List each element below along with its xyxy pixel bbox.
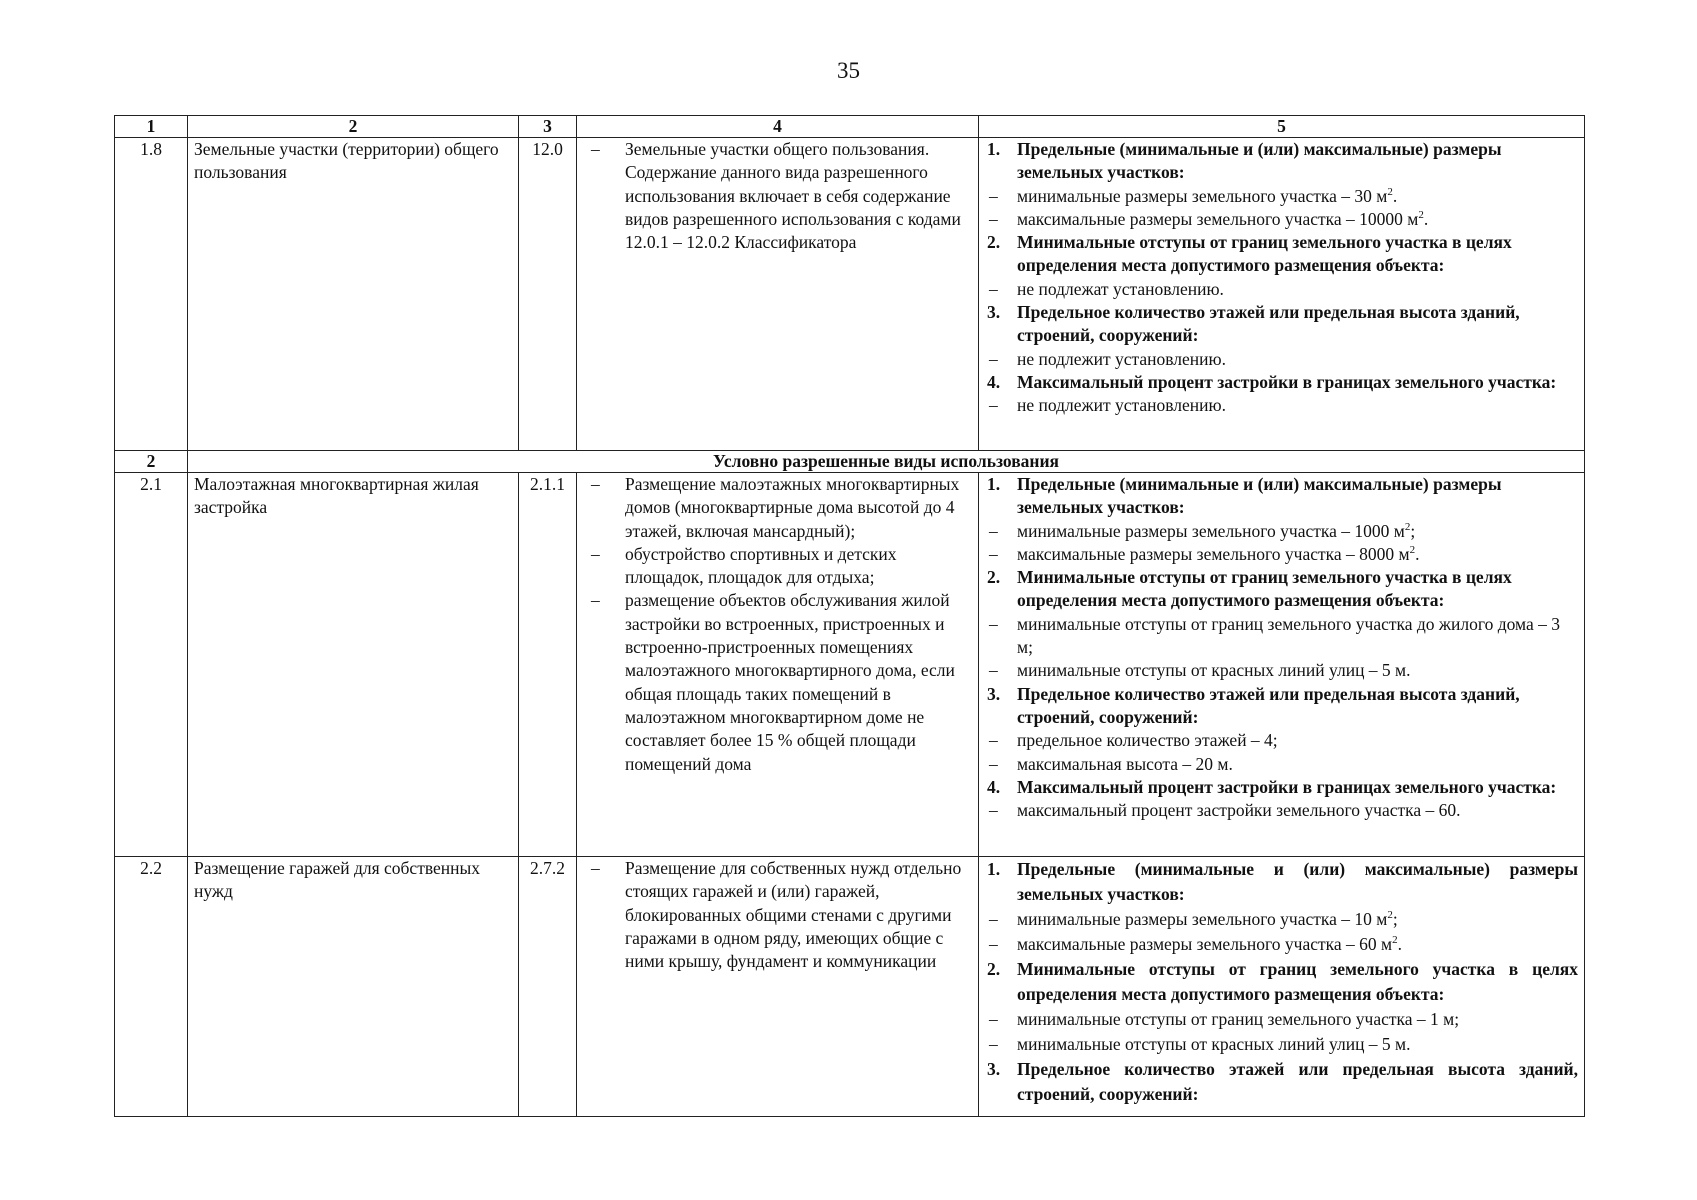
- requirement-item: – максимальные размеры земельного участка – 8000 $м^2$.: [985, 543, 1578, 566]
- requirement-heading: 2. Минимальные отступы от границ земельного участка в целях определения места допустимого размещения объекта:: [987, 567, 1512, 611]
- table-row: [115, 138, 1585, 451]
- requirement-item: – минимальные отступы от красных линий улиц – 5 м.: [985, 1032, 1578, 1057]
- requirement-heading: 1. Предельные (минимальные и (или) максимальные) размеры земельных участков:: [987, 859, 1578, 904]
- requirement-item: – не подлежит установлению.: [985, 348, 1578, 371]
- requirement-heading: 3. Предельное количество этажей или предельная высота зданий, строений, сооружений:: [987, 683, 1520, 727]
- description-item: – Земельные участки общего пользования. Содержание данного вида разрешенного использования включает в себя содержание видов разрешенного использования с кодами 12.0.1 – 12.0.2 Классификатора: [583, 138, 972, 254]
- requirement-item: – минимальные размеры земельного участка – 1000 $м^2$;: [985, 520, 1578, 543]
- requirement-heading: 4. Максимальный процент застройки в границах земельного участка:: [987, 371, 1557, 392]
- requirement-heading: 1. Предельные (минимальные и (или) максимальные) размеры земельных участков:: [987, 139, 1502, 183]
- requirement-item: – не подлежат установлению.: [985, 278, 1578, 301]
- requirement-item: – минимальные отступы от красных линий улиц – 5 м.: [985, 659, 1578, 682]
- use-description: [577, 473, 979, 857]
- description-item: – Размещение для собственных нужд отдельно стоящих гаражей и (или) гаражей, блокированных общими стенами с другими гаражами в одном ряду, имеющих общие с ними крышу, фундамент и коммуникации: [583, 857, 972, 973]
- requirement-item: – не подлежит установлению.: [985, 394, 1578, 417]
- section-number: 2: [115, 451, 188, 473]
- table-row: [115, 857, 1585, 1117]
- use-type-name: Малоэтажная многоквартирная жилая застройка: [188, 473, 519, 857]
- requirement-heading: 3. Предельное количество этажей или предельная высота зданий, строений, сооружений:: [987, 302, 1520, 346]
- requirement-item: – минимальные отступы от границ земельного участка до жилого дома – 3 м;: [985, 613, 1578, 660]
- use-code: 12.0: [519, 138, 577, 451]
- requirement-heading: 3. Предельное количество этажей или предельная высота зданий, строений, сооружений:: [987, 1059, 1578, 1104]
- land-use-table: [114, 115, 1585, 1117]
- header-col-4: 4: [577, 116, 979, 138]
- use-type-name: Земельные участки (территории) общего пользования: [188, 138, 519, 451]
- header-col-5: 5: [979, 116, 1585, 138]
- requirement-heading: 2. Минимальные отступы от границ земельного участка в целях определения места допустимого размещения объекта:: [987, 959, 1578, 1004]
- section-row: [115, 451, 1585, 473]
- header-col-1: 1: [115, 116, 188, 138]
- section-title: Условно разрешенные виды использования: [188, 451, 1585, 473]
- use-type-name: Размещение гаражей для собственных нужд: [188, 857, 519, 1117]
- requirement-item: – максимальный процент застройки земельного участка – 60.: [985, 799, 1578, 822]
- requirement-item: – минимальные размеры земельного участка – 10 $м^2$;: [985, 907, 1578, 932]
- header-row: [115, 116, 1585, 138]
- requirement-item: – максимальные размеры земельного участка – 60 $м^2$.: [985, 932, 1578, 957]
- row-number: 2.2: [115, 857, 188, 1117]
- use-description: [577, 138, 979, 451]
- requirement-heading: 4. Максимальный процент застройки в границах земельного участка:: [987, 776, 1557, 797]
- page-number: 35: [837, 58, 860, 83]
- requirement-item: – минимальные отступы от границ земельного участка – 1 м;: [985, 1007, 1578, 1032]
- description-item: – обустройство спортивных и детских площадок, площадок для отдыха;: [583, 543, 972, 590]
- requirements: [979, 473, 1585, 857]
- header-col-3: 3: [519, 116, 577, 138]
- header-col-2: 2: [188, 116, 519, 138]
- use-description: [577, 857, 979, 1117]
- use-code: 2.1.1: [519, 473, 577, 857]
- description-item: – Размещение малоэтажных многоквартирных домов (многоквартирные дома высотой до 4 этажей, включая мансардный);: [583, 473, 972, 543]
- description-item: – размещение объектов обслуживания жилой застройки во встроенных, пристроенных и встроенно-пристроенных помещениях малоэтажного многоквартирного дома, если общая площадь таких помещений в малоэтажном многоквартирном доме не составляет более 15 % общей площади помещений дома: [583, 589, 972, 775]
- requirements: [979, 857, 1585, 1117]
- use-code: 2.7.2: [519, 857, 577, 1117]
- row-number: 2.1: [115, 473, 188, 857]
- row-number: 1.8: [115, 138, 188, 451]
- requirements: [979, 138, 1585, 451]
- requirement-item: – максимальная высота – 20 м.: [985, 753, 1578, 776]
- requirement-heading: 2. Минимальные отступы от границ земельного участка в целях определения места допустимого размещения объекта:: [987, 232, 1512, 276]
- requirement-item: – максимальные размеры земельного участка – 10000 $м^2$.: [985, 208, 1578, 231]
- table-row: [115, 473, 1585, 857]
- requirement-heading: 1. Предельные (минимальные и (или) максимальные) размеры земельных участков:: [987, 474, 1502, 518]
- requirement-item: – минимальные размеры земельного участка – 30 $м^2$.: [985, 185, 1578, 208]
- requirement-item: – предельное количество этажей – 4;: [985, 729, 1578, 752]
